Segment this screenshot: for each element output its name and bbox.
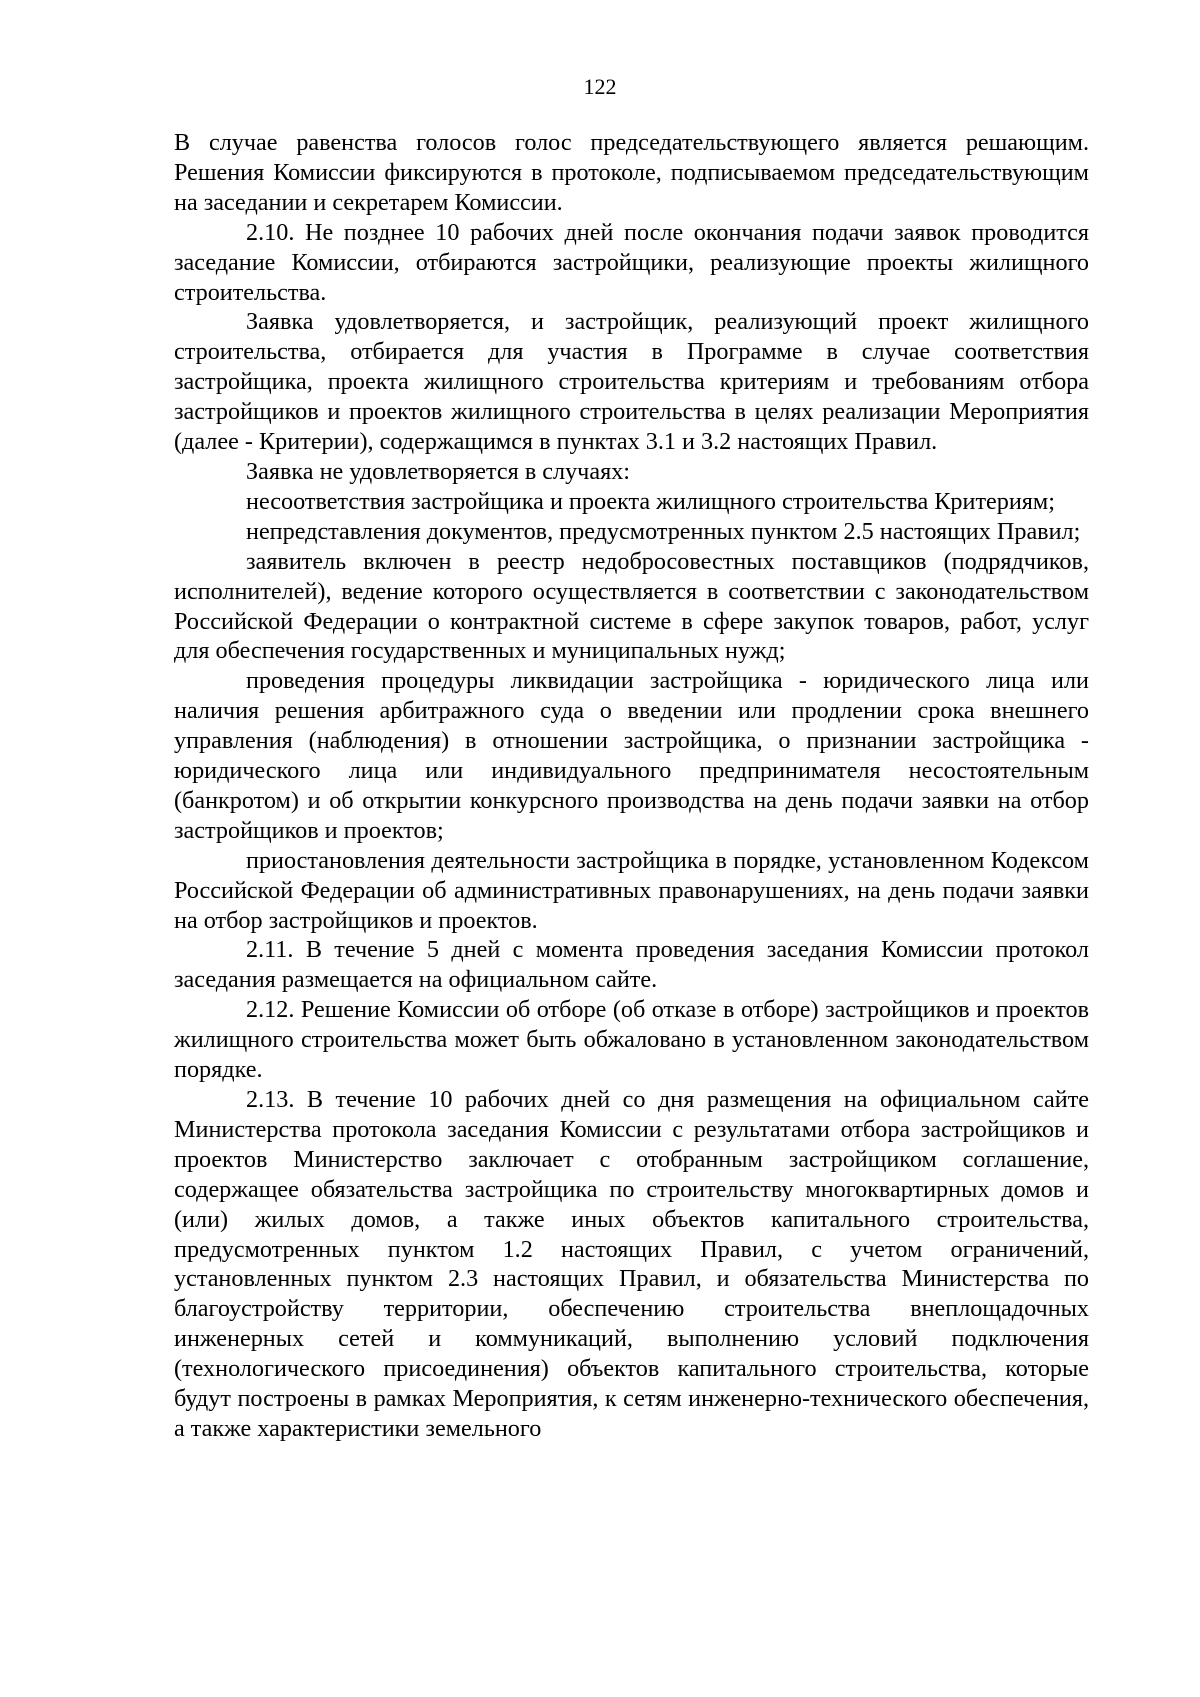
paragraph-application-rejected: Заявка не удовлетворяется в случаях: <box>246 457 631 485</box>
paragraph-rejection-unfair-suppliers: заявитель включен в реестр недобросовестных поставщиков (подрядчиков, исполнителей), ведение которого осуществляется в соответствии с законодательством Российской Федерации о контрактной системе в сфере закупок товаров, работ, услуг для обеспечения государственных и муниципальных нужд; <box>174 547 1089 665</box>
paragraph-rejection-missing-documents: непредставления документов, предусмотренных пунктом 2.5 настоящих Правил; <box>246 517 1081 545</box>
document-body <box>174 128 1089 1444</box>
paragraph-rejection-liquidation: проведения процедуры ликвидации застройщика - юридического лица или наличия решения арбитражного суда о введении или продлении срока внешнего управления (наблюдения) в отношении застройщика, о признании застройщика - юридического лица или индивидуального предпринимателя несостоятельным (банкротом) и об открытии конкурсного производства на день подачи заявки на отбор застройщиков и проектов; <box>174 667 1089 844</box>
paragraph-application-approved: Заявка удовлетворяется, и застройщик, реализующий проект жилищного строительства, отбирается для участия в Программе в случае соответствия застройщика, проекта жилищного строительства критериям и требованиям отбора застройщиков и проектов жилищного строительства в целях реализации Мероприятия (далее - Критерии), содержащимся в пунктах 3.1 и 3.2 настоящих Правил. <box>174 308 1089 456</box>
page-number: 122 <box>583 74 617 99</box>
paragraph-2-10: 2.10. Не позднее 10 рабочих дней после окончания подачи заявок проводится заседание Комиссии, отбираются застройщики, реализующие проекты жилищного строительства. <box>174 218 1089 306</box>
paragraph-2-13: 2.13. В течение 10 рабочих дней со дня размещения на официальном сайте Министерства протокола заседания Комиссии с результатами отбора застройщиков и проектов Министерство заключает с отобранным застройщиком соглашение, содержащее обязательства застройщика по строительству многоквартирных домов и (или) жилых домов, а также иных объектов капитального строительства, предусмотренных пунктом 1.2 настоящих Правил, с учетом ограничений, установленных пунктом 2.3 настоящих Правил, и обязательства Министерства по благоустройству территории, обеспечению строительства внеплощадочных инженерных сетей и коммуникаций, выполнению условий подключения (технологического присоединения) объектов капитального строительства, которые будут построены в рамках Мероприятия, к сетям инженерно-технического обеспечения, а также характеристики земельного <box>174 1086 1089 1442</box>
paragraph-decision-rules: В случае равенства голосов голос председательствующего является решающим. Решения Комиссии фиксируются в протоколе, подписываемом председательствующим на заседании и секретарем Комиссии. <box>174 129 1089 216</box>
paragraph-rejection-criteria-mismatch: несоответствия застройщика и проекта жилищного строительства Критериям; <box>246 487 1055 515</box>
paragraph-rejection-suspension: приостановления деятельности застройщика в порядке, установленном Кодексом Российской Федерации об административных правонарушениях, на день подачи заявки на отбор застройщиков и проектов. <box>174 846 1089 934</box>
paragraph-2-12: 2.12. Решение Комиссии об отборе (об отказе в отборе) застройщиков и проектов жилищного строительства может быть обжаловано в установленном законодательством порядке. <box>174 996 1089 1084</box>
paragraph-2-11: 2.11. В течение 5 дней с момента проведения заседания Комиссии протокол заседания размещается на официальном сайте. <box>174 936 1089 994</box>
